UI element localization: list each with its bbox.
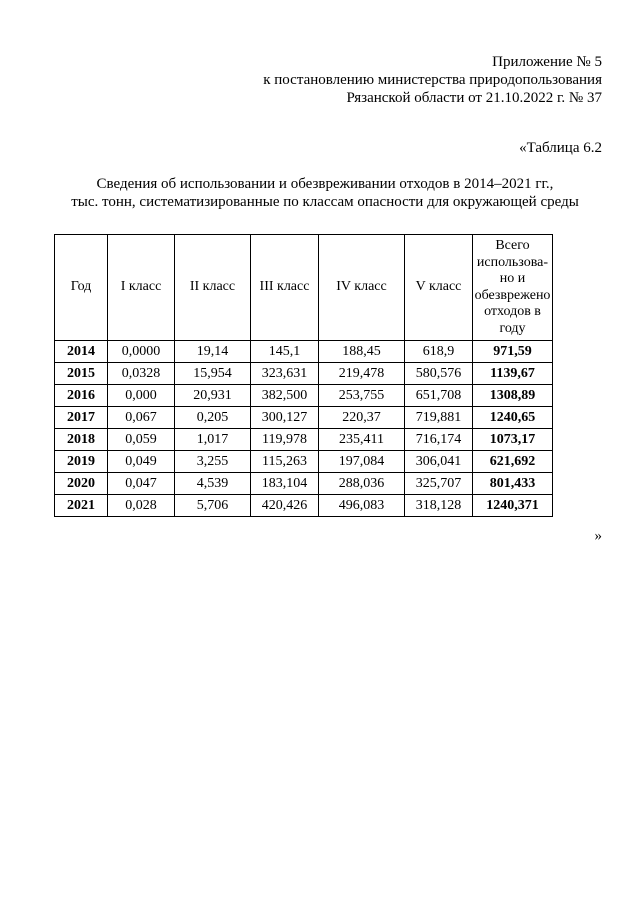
class-1-cell: 0,0328 <box>108 363 175 385</box>
table-title-line-2: тыс. тонн, систематизированные по классам опасности для окружающей среды <box>71 194 579 210</box>
class-3-cell: 115,263 <box>251 451 319 473</box>
header-class-4: IV класс <box>319 235 405 341</box>
class-1-cell: 0,049 <box>108 451 175 473</box>
class-3-cell: 382,500 <box>251 385 319 407</box>
table-row <box>55 385 553 407</box>
class-5-cell: 651,708 <box>405 385 473 407</box>
class-3-cell: 145,1 <box>251 341 319 363</box>
closing-quote: » <box>594 528 602 544</box>
class-4-cell: 235,411 <box>319 429 405 451</box>
table-row <box>55 363 553 385</box>
class-5-cell: 306,041 <box>405 451 473 473</box>
class-4-cell: 220,37 <box>319 407 405 429</box>
class-1-cell: 0,047 <box>108 473 175 495</box>
class-3-cell: 323,631 <box>251 363 319 385</box>
year-cell: 2014 <box>55 341 108 363</box>
class-4-cell: 188,45 <box>319 341 405 363</box>
resolution-reference: к постановлению министерства природопользования <box>263 72 602 88</box>
total-cell: 1139,67 <box>473 363 553 385</box>
class-1-cell: 0,059 <box>108 429 175 451</box>
resolution-date: Рязанской области от 21.10.2022 г. № 37 <box>346 90 602 106</box>
table-row <box>55 451 553 473</box>
class-1-cell: 0,0000 <box>108 341 175 363</box>
class-3-cell: 300,127 <box>251 407 319 429</box>
class-4-cell: 288,036 <box>319 473 405 495</box>
year-cell: 2017 <box>55 407 108 429</box>
class-5-cell: 318,128 <box>405 495 473 517</box>
table-row <box>55 341 553 363</box>
class-2-cell: 4,539 <box>175 473 251 495</box>
class-3-cell: 183,104 <box>251 473 319 495</box>
class-2-cell: 19,14 <box>175 341 251 363</box>
class-4-cell: 219,478 <box>319 363 405 385</box>
header-total: Всего использова-но и обезврежено отходов в году <box>473 235 553 341</box>
table-header-row <box>55 235 553 341</box>
class-3-cell: 420,426 <box>251 495 319 517</box>
header-class-1: I класс <box>108 235 175 341</box>
header-class-5: V класс <box>405 235 473 341</box>
total-cell: 1240,65 <box>473 407 553 429</box>
class-4-cell: 496,083 <box>319 495 405 517</box>
year-cell: 2018 <box>55 429 108 451</box>
class-1-cell: 0,067 <box>108 407 175 429</box>
table-number-label: «Таблица 6.2 <box>519 140 602 156</box>
total-cell: 1308,89 <box>473 385 553 407</box>
year-cell: 2021 <box>55 495 108 517</box>
total-cell: 971,59 <box>473 341 553 363</box>
year-cell: 2019 <box>55 451 108 473</box>
class-5-cell: 719,881 <box>405 407 473 429</box>
class-5-cell: 716,174 <box>405 429 473 451</box>
appendix-number: Приложение № 5 <box>492 54 602 70</box>
total-cell: 1073,17 <box>473 429 553 451</box>
table-title <box>60 175 590 211</box>
header-year: Год <box>55 235 108 341</box>
year-cell: 2020 <box>55 473 108 495</box>
class-2-cell: 0,205 <box>175 407 251 429</box>
table-title-line-1: Сведения об использовании и обезвреживании отходов в 2014–2021 гг., <box>96 176 554 192</box>
header-class-2: II класс <box>175 235 251 341</box>
table-row <box>55 407 553 429</box>
class-2-cell: 3,255 <box>175 451 251 473</box>
year-cell: 2016 <box>55 385 108 407</box>
class-1-cell: 0,000 <box>108 385 175 407</box>
class-2-cell: 5,706 <box>175 495 251 517</box>
table-row <box>55 495 553 517</box>
class-5-cell: 325,707 <box>405 473 473 495</box>
class-4-cell: 253,755 <box>319 385 405 407</box>
total-cell: 801,433 <box>473 473 553 495</box>
header-class-3: III класс <box>251 235 319 341</box>
class-5-cell: 580,576 <box>405 363 473 385</box>
class-5-cell: 618,9 <box>405 341 473 363</box>
class-2-cell: 20,931 <box>175 385 251 407</box>
class-2-cell: 1,017 <box>175 429 251 451</box>
year-cell: 2015 <box>55 363 108 385</box>
class-2-cell: 15,954 <box>175 363 251 385</box>
class-4-cell: 197,084 <box>319 451 405 473</box>
class-1-cell: 0,028 <box>108 495 175 517</box>
table-row <box>55 429 553 451</box>
table-row <box>55 473 553 495</box>
document-header <box>263 53 602 107</box>
waste-data-table <box>54 234 553 517</box>
total-cell: 621,692 <box>473 451 553 473</box>
total-cell: 1240,371 <box>473 495 553 517</box>
class-3-cell: 119,978 <box>251 429 319 451</box>
